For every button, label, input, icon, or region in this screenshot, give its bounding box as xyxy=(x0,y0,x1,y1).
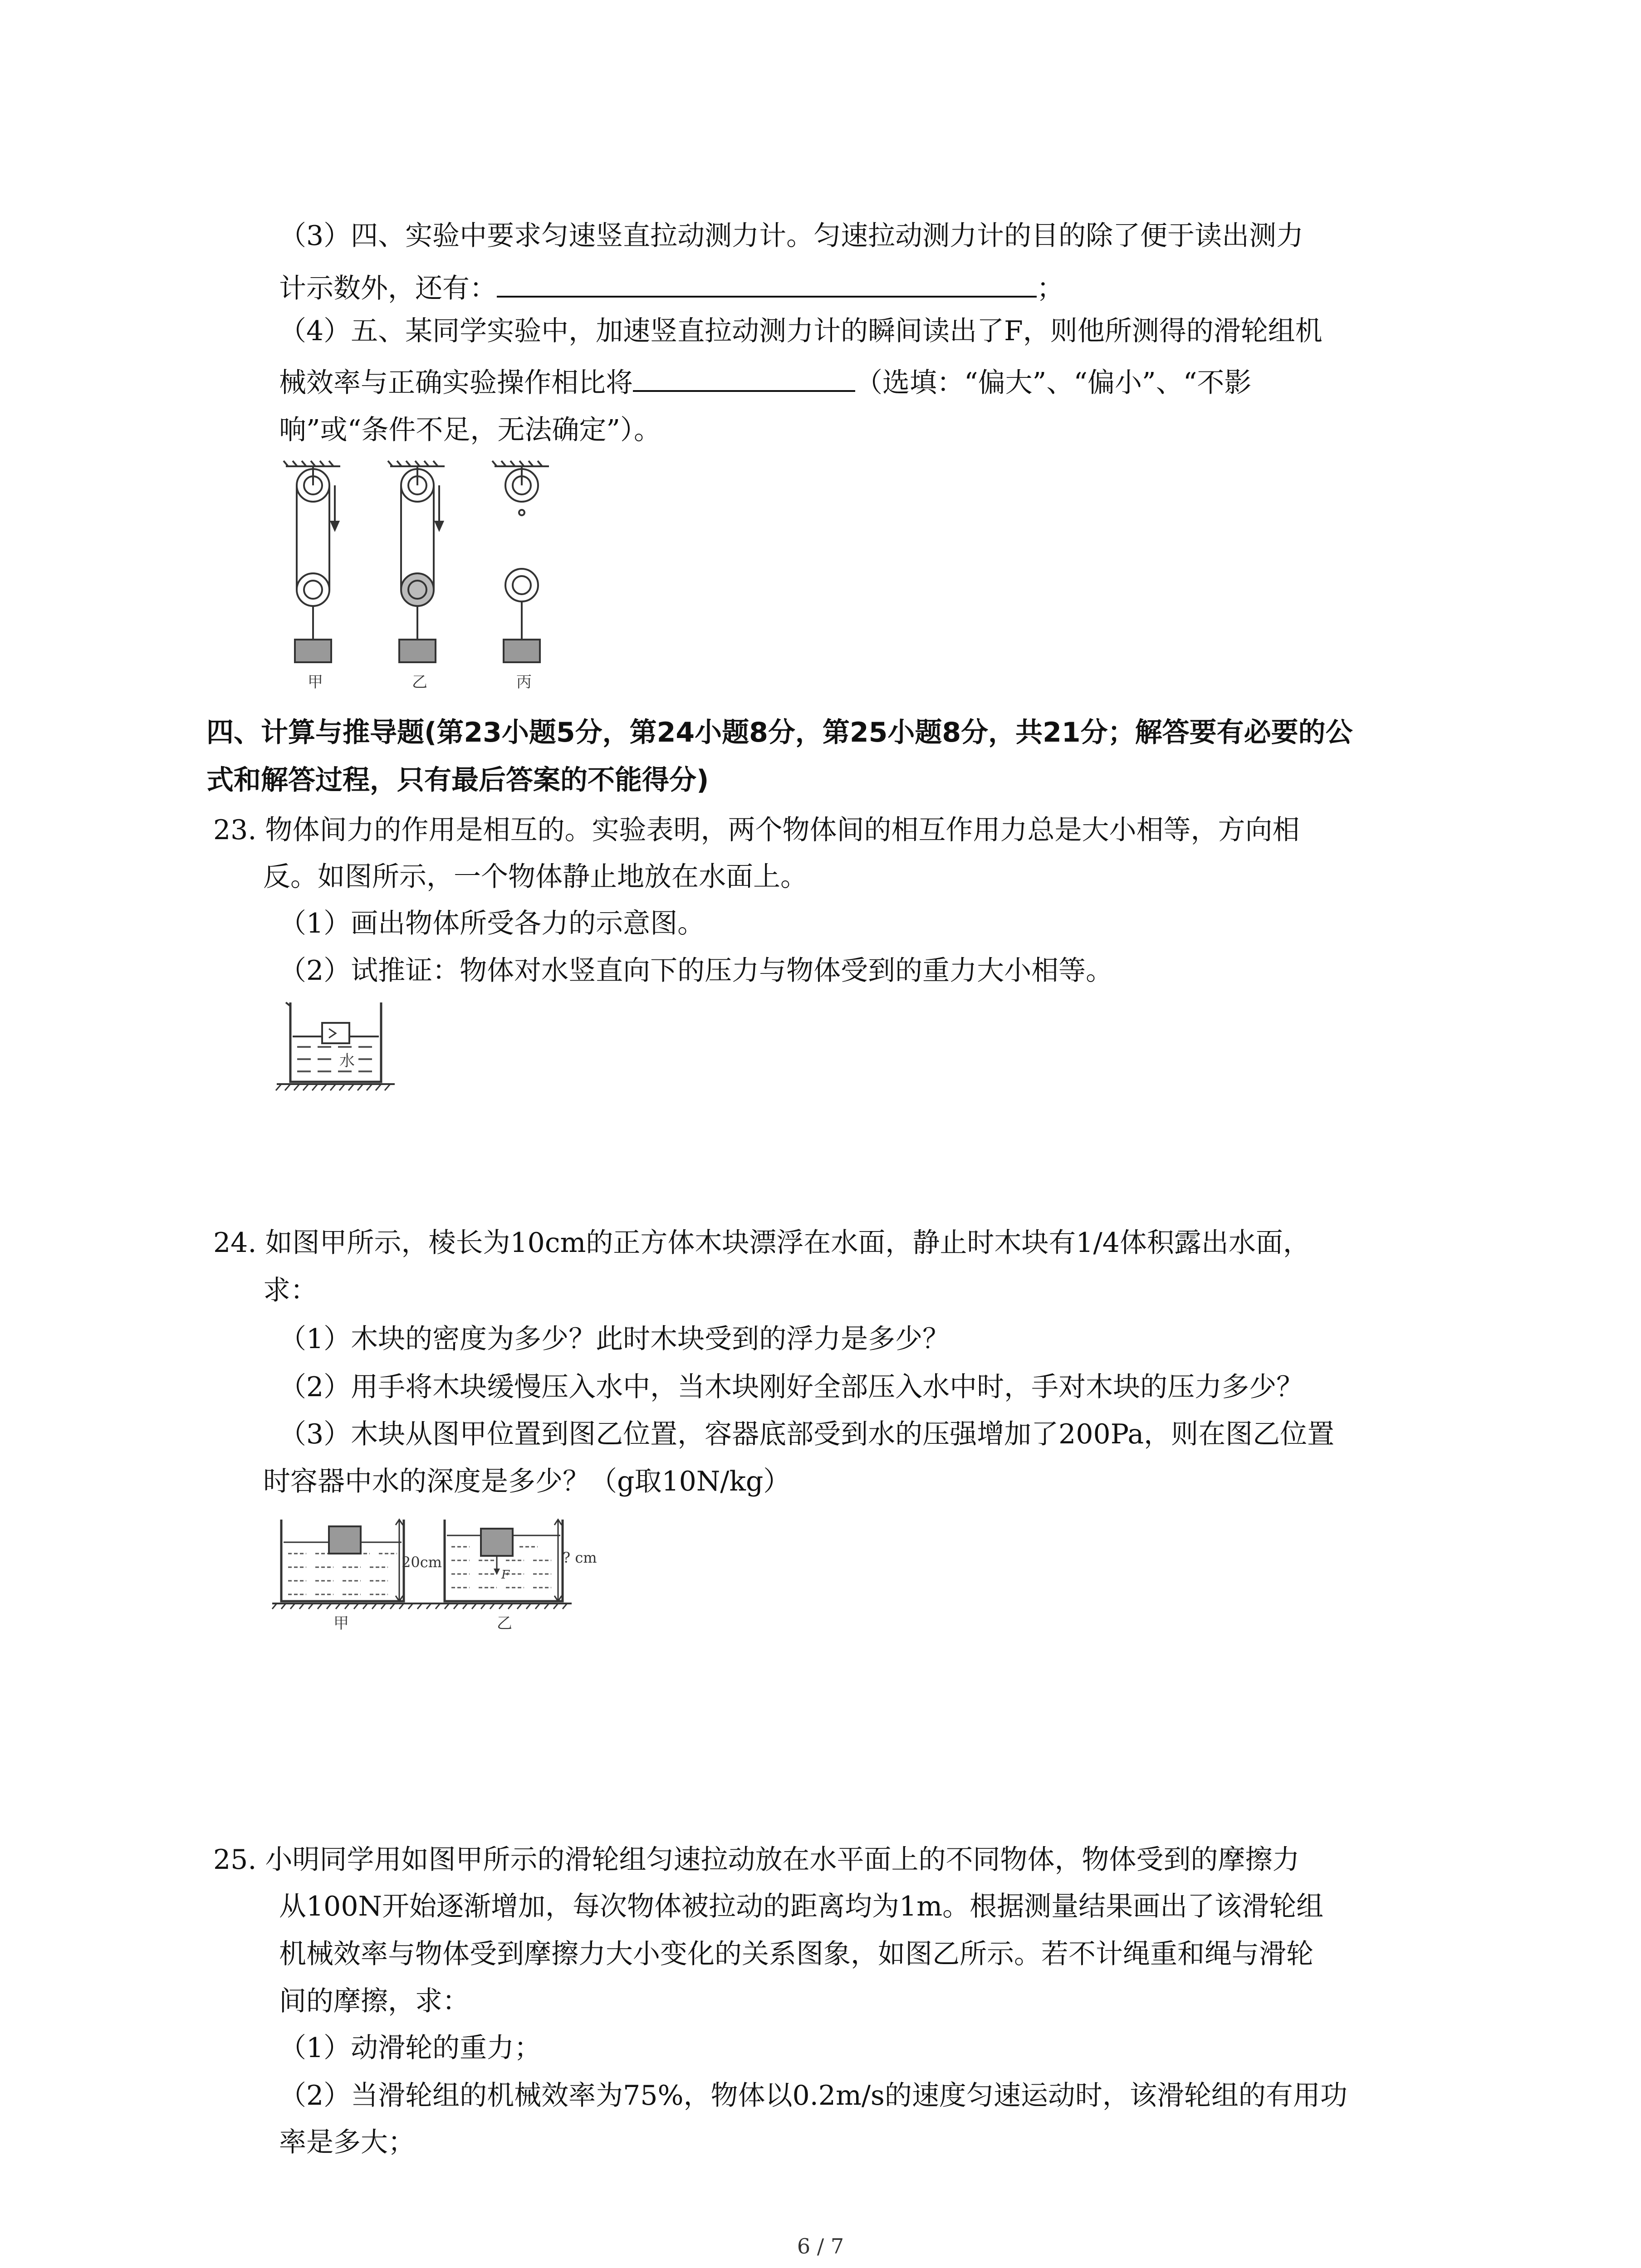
q23-line2: 反。如图所示，一个物体静止地放在水面上。 xyxy=(263,861,808,893)
answer-blank-4[interactable] xyxy=(633,363,855,392)
q22-p3-line2 xyxy=(279,269,1064,307)
pulley-label-bing: 丙 xyxy=(516,673,532,691)
q24-line1: 24. 如图甲所示，棱长为10cm的正方体木块漂浮在水面，静止时木块有1/4体积露出水面， xyxy=(213,1227,1310,1259)
section-4-heading-line2: 式和解答过程，只有最后答案的不能得分) xyxy=(206,764,709,796)
depth-label-jia: 20cm xyxy=(402,1554,442,1571)
q24-p3-line2: 时容器中水的深度是多少？（g取10N/kg） xyxy=(263,1466,791,1497)
beaker-figure xyxy=(272,993,399,1098)
q23-p1: （1）画出物体所受各力的示意图。 xyxy=(279,908,705,939)
pulley-setup-yi xyxy=(388,461,445,662)
q25-p2-line2: 率是多大； xyxy=(279,2126,415,2158)
q22-p4-line2 xyxy=(279,363,1251,401)
q25-p1: （1）动滑轮的重力； xyxy=(279,2032,542,2064)
pulley-label-yi: 乙 xyxy=(412,673,427,691)
section-4-heading-line1: 四、计算与推导题(第23小题5分，第24小题8分，第25小题8分，共21分；解答要有必要的公 xyxy=(206,717,1353,748)
depth-label-yi: ? cm xyxy=(563,1549,597,1566)
q22-p4-line2-text: 械效率与正确实验操作相比将 xyxy=(279,367,633,399)
q24-p1: （1）木块的密度为多少？此时木块受到的浮力是多少？ xyxy=(279,1323,950,1355)
answer-blank-3[interactable] xyxy=(497,269,1037,298)
pulley-label-jia: 甲 xyxy=(308,673,323,691)
q22-p4-line3: 响”或“条件不足，无法确定”）。 xyxy=(279,414,661,446)
q22-p3-line2-text: 计示数外，还有： xyxy=(279,273,497,304)
pulley-setup-jia xyxy=(284,461,340,662)
container-jia xyxy=(281,1520,442,1601)
q22-p3-line2-end: ； xyxy=(1037,273,1064,304)
q25-line2: 从100N开始逐渐增加，每次物体被拉动的距离均为1m。根据测量结果画出了该滑轮组 xyxy=(279,1891,1324,1922)
q25-line1: 25. 小明同学用如图甲所示的滑轮组匀速拉动放在水平面上的不同物体，物体受到的摩擦力 xyxy=(213,1844,1300,1876)
wood-block-figure xyxy=(272,1510,617,1647)
force-label: F xyxy=(501,1568,510,1582)
q22-p4-line1: （4）五、某同学实验中，加速竖直拉动测力计的瞬间读出了F，则他所测得的滑轮组机 xyxy=(279,315,1323,347)
q23-line1: 23. 物体间力的作用是相互的。实验表明，两个物体间的相互作用力总是大小相等，方向相 xyxy=(213,814,1300,846)
beaker-water-label: 水 xyxy=(339,1052,355,1070)
q25-line4: 间的摩擦，求： xyxy=(279,1985,470,2017)
q24-p3-line1: （3）木块从图甲位置到图乙位置，容器底部受到水的压强增加了200Pa，则在图乙位置 xyxy=(279,1418,1335,1450)
q22-p3-line1: （3）四、实验中要求匀速竖直拉动测力计。匀速拉动测力计的目的除了便于读出测力 xyxy=(279,220,1304,252)
wood-label-jia: 甲 xyxy=(333,1614,349,1633)
wood-label-yi: 乙 xyxy=(497,1614,512,1633)
q24-line2: 求： xyxy=(263,1275,318,1306)
pulley-setup-bing xyxy=(492,461,549,662)
q25-line3: 机械效率与物体受到摩擦力大小变化的关系图象，如图乙所示。若不计绳重和绳与滑轮 xyxy=(279,1938,1313,1970)
q23-p2: （2）试推证：物体对水竖直向下的压力与物体受到的重力大小相等。 xyxy=(279,955,1113,987)
page-number: 6 / 7 xyxy=(797,2234,844,2258)
container-yi xyxy=(445,1520,597,1601)
pulley-figure xyxy=(268,458,585,694)
q22-p4-line2-end: （选填：“偏大”、“偏小”、“不影 xyxy=(855,367,1252,399)
q24-p2: （2）用手将木块缓慢压入水中，当木块刚好全部压入水中时，手对木块的压力多少？ xyxy=(279,1371,1304,1403)
q25-p2-line1: （2）当滑轮组的机械效率为75%，物体以0.2m/s的速度匀速运动时，该滑轮组的有用功 xyxy=(279,2080,1347,2112)
